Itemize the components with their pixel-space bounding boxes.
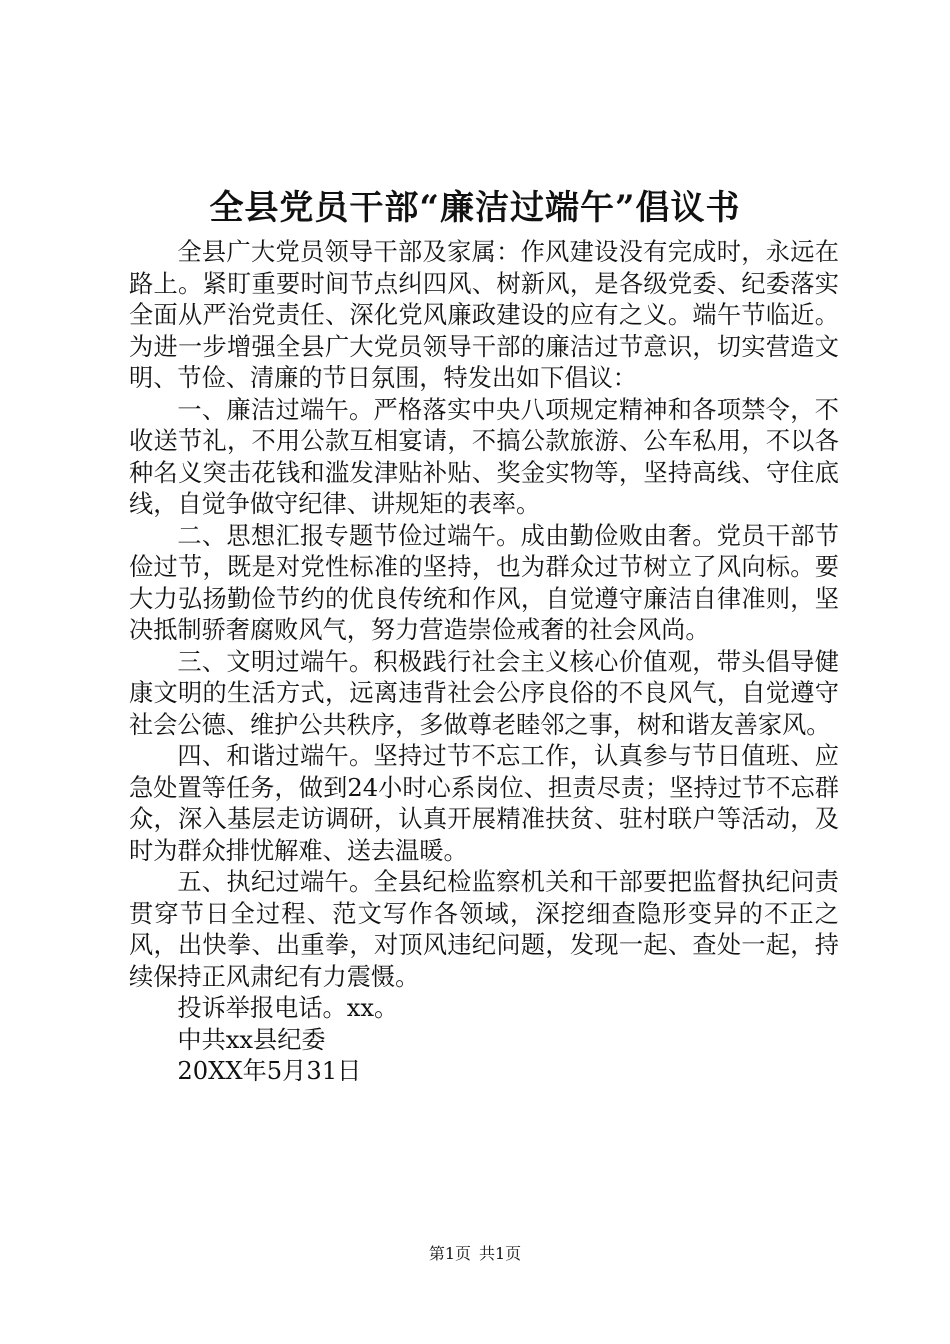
page-footer (0, 1243, 950, 1265)
report-hotline-line: 投诉举报电话。xx。 (177, 994, 399, 1022)
date-line: 20XX年5月31日 (177, 1057, 362, 1085)
page-number: 第1页 (428, 1244, 471, 1263)
initiative-5-paragraph: 五、执纪过端午。全县纪检监察机关和干部要把监督执纪问责贯穿节日全过程、范文写作各领域，深挖细查隐形变异的不正之风，出快拳、出重拳，对顶风违纪问题，发现一起、查处一起，持续保持正风肃纪有力震慑。 (129, 868, 839, 991)
initiative-1-paragraph: 一、廉洁过端午。严格落实中央八项规定精神和各项禁令，不收送节礼，不用公款互相宴请，不搞公款旅游、公车私用，不以各种名义突击花钱和滥发津贴补贴、奖金实物等，坚持高线、守住底线，自觉争做守纪律、讲规矩的表率。 (129, 395, 839, 518)
document-title: 全县党员干部“廉洁过端午”倡议书 (209, 188, 741, 228)
intro-paragraph: 全县广大党员领导干部及家属：作风建设没有完成时，永远在路上。紧盯重要时间节点纠四风、树新风，是各级党委、纪委落实全面从严治党责任、深化党风廉政建设的应有之义。端午节临近。为进一步增强全县广大党员领导干部的廉洁过节意识，切实营造文明、节俭、清廉的节日氛围，特发出如下倡议： (129, 238, 839, 392)
page-total: 共1页 (479, 1244, 522, 1263)
document-body (129, 237, 839, 1088)
initiative-4-paragraph: 四、和谐过端午。坚持过节不忘工作，认真参与节日值班、应急处置等任务，做到24小时心系岗位、担责尽责；坚持过节不忘群众，深入基层走访调研，认真开展精准扶贫、驻村联户等活动，及时为群众排忧解难、送去温暖。 (129, 742, 839, 865)
initiative-2-paragraph: 二、思想汇报专题节俭过端午。成由勤俭败由奢。党员干部节俭过节，既是对党性标准的坚持，也为群众过节树立了风向标。要大力弘扬勤俭节约的优良传统和作风，自觉遵守廉洁自律准则，坚决抵制骄奢腐败风气，努力营造崇俭戒奢的社会风尚。 (129, 521, 839, 644)
issuer-line: 中共xx县纪委 (177, 1025, 326, 1054)
initiative-3-paragraph: 三、文明过端午。积极践行社会主义核心价值观，带头倡导健康文明的生活方式，远离违背社会公序良俗的不良风气，自觉遵守社会公德、维护公共秩序，多做尊老睦邻之事，树和谐友善家风。 (129, 647, 839, 739)
